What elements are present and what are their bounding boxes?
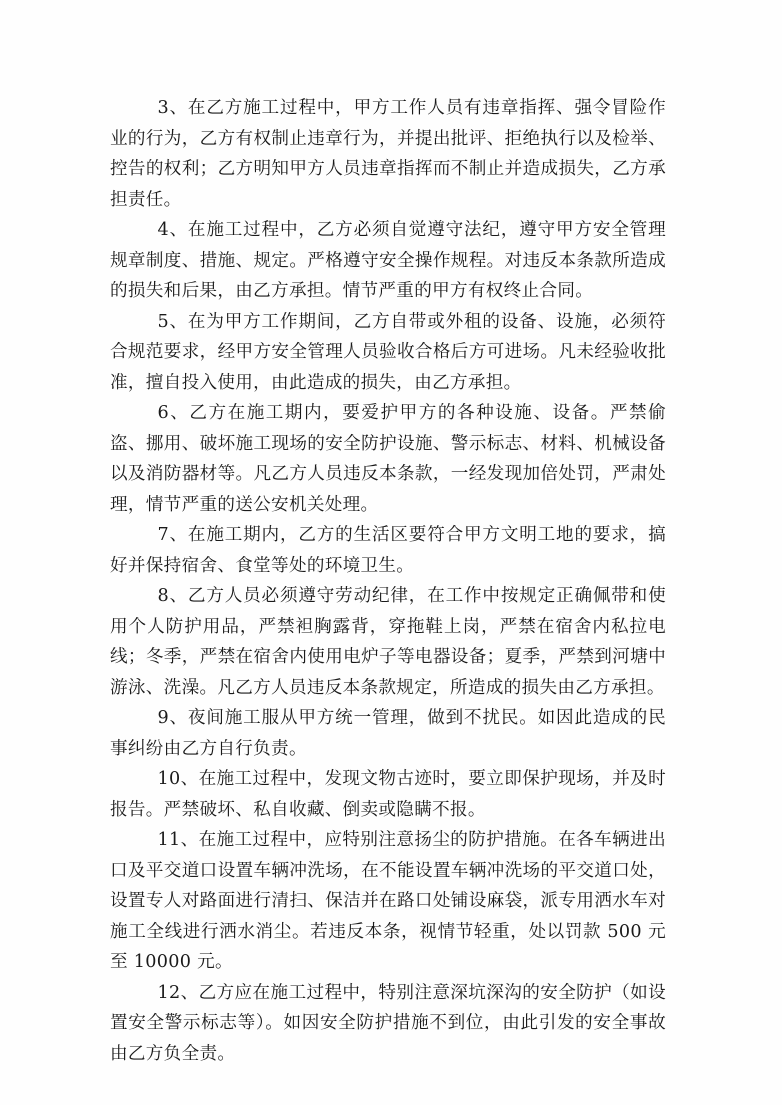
document-body <box>110 93 666 1069</box>
clause-9: 9、夜间施工服从甲方统一管理，做到不扰民。如因此造成的民事纠纷由乙方自行负责。 <box>110 708 666 759</box>
clause-8: 8、乙方人员必须遵守劳动纪律，在工作中按规定正确佩带和使用个人防护用品，严禁袒胸露背，穿拖鞋上岗，严禁在宿舍内私拉电线；冬季，严禁在宿舍内使用电炉子等电器设备；夏季，严禁到河塘中游泳、洗澡。凡乙方人员违反本条款规定，所造成的损失由乙方承担。 <box>110 586 666 698</box>
clause-5: 5、在为甲方工作期间，乙方自带或外租的设备、设施，必须符合规范要求，经甲方安全管理人员验收合格后方可进场。凡未经验收批准，擅自投入使用，由此造成的损失，由乙方承担。 <box>110 311 666 393</box>
clause-6: 6、乙方在施工期内，要爱护甲方的各种设施、设备。严禁偷盗、挪用、破坏施工现场的安全防护设施、警示标志、材料、机械设备以及消防器材等。凡乙方人员违反本条款，一经发现加倍处罚，严肃处理，情节严重的送公安机关处理。 <box>110 403 666 515</box>
clause-3: 3、在乙方施工过程中，甲方工作人员有违章指挥、强令冒险作业的行为，乙方有权制止违章行为，并提出批评、拒绝执行以及检举、控告的权利；乙方明知甲方人员违章指挥而不制止并造成损失，乙方承担责任。 <box>110 98 666 210</box>
clause-12: 12、乙方应在施工过程中，特别注意深坑深沟的安全防护（如设置安全警示标志等）。如因安全防护措施不到位，由此引发的安全事故由乙方负全责。 <box>110 982 666 1064</box>
clause-10: 10、在施工过程中，发现文物古迹时，要立即保护现场，并及时报告。严禁破坏、私自收藏、倒卖或隐瞒不报。 <box>110 769 666 820</box>
clause-11: 11、在施工过程中，应特别注意扬尘的防护措施。在各车辆进出口及平交道口设置车辆冲洗场，在不能设置车辆冲洗场的平交道口处，设置专人对路面进行清扫、保洁并在路口处铺设麻袋，派专用洒水车对施工全线进行洒水消尘。若违反本条，视情节轻重，处以罚款 500 元至 10000 元。 <box>110 830 666 972</box>
clause-7: 7、在施工期内，乙方的生活区要符合甲方文明工地的要求，搞好并保持宿舍、食堂等处的环境卫生。 <box>110 525 666 576</box>
clause-4: 4、在施工过程中，乙方必须自觉遵守法纪，遵守甲方安全管理规章制度、措施、规定。严格遵守安全操作规程。对违反本条款所造成的损失和后果，由乙方承担。情节严重的甲方有权终止合同。 <box>110 220 666 301</box>
